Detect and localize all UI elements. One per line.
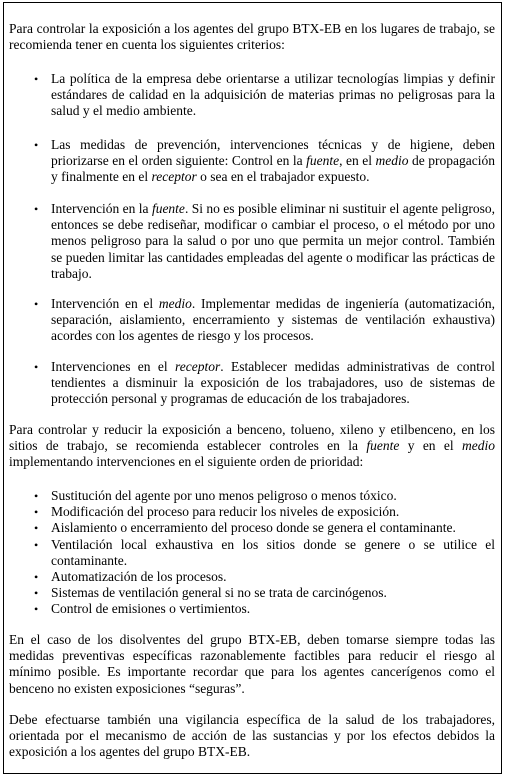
solvents-paragraph: En el caso de los disolventes del grupo BTX-EB, deben tomarse siempre todas las medidas preventivas específicas razonablemente factibles para reducir el riesgo al mínimo posible. Es importante recordar que para los agentes cancerígenos como el benceno no existen exposiciones “seguras”. — [9, 632, 495, 696]
bullet: • — [34, 602, 39, 617]
document-box — [3, 2, 502, 774]
criterion-receptor: Intervenciones en el receptor. Establecer medidas administrativas de control tendientes a disminuir la exposición de los trabajadores, uso de sistemas de protección personal y programas de educación de los trabajadores. — [51, 359, 496, 407]
list-item: • Aislamiento o encerramiento del proceso donde se genera el contaminante. — [34, 520, 456, 536]
bullet: • — [34, 360, 39, 374]
bullet: • — [34, 570, 39, 585]
criterion-source: Intervención en la fuente. Si no es posible eliminar ni sustituir el agente peligroso, entonces se debe rediseñar, modificar o cambiar el proceso, o el método por uno menos peligroso para la salud o por uno que permita un mejor control. También se pueden limitar las cantidades empleadas del agente o modificar las prácticas de trabajo. — [51, 201, 496, 281]
bullet: • — [34, 297, 39, 311]
criterion-priority-order: Las medidas de prevención, intervenciones técnicas y de higiene, deben priorizarse en el orden siguiente: Control en la fuente, en el medio de propagación y finalmente en el receptor o sea en el trabajador expuesto. — [51, 137, 495, 185]
surveillance-paragraph: Debe efectuarse también una vigilancia específica de la salud de los trabajadores, orientada por el mecanismo de acción de las sustancias y por los efectos debidos la exposición a los agentes del grupo BTX-EB. — [9, 712, 495, 760]
list-item: • Automatización de los procesos. — [34, 569, 227, 585]
bullet: • — [34, 489, 39, 503]
bullet: • — [34, 138, 39, 152]
bullet: • — [34, 505, 39, 520]
list-item: • Ventilación local exhaustiva en los sitios donde se genere o se utilice el contaminante. — [34, 536, 495, 568]
bullet: • — [34, 202, 39, 216]
list-item: • Sistemas de ventilación general si no se trata de carcinógenos. — [34, 585, 387, 601]
bullet: • — [34, 537, 39, 552]
bullet: • — [34, 521, 39, 536]
criterion-medium: Intervención en el medio. Implementar medidas de ingeniería (automatización, separación, aislamiento, encerramiento y sistemas de ventilación exhaustiva) acordes con los agentes de riesgo y los procesos. — [51, 296, 495, 344]
bullet: • — [34, 72, 39, 86]
intro-paragraph-2: Para controlar y reducir la exposición a benceno, tolueno, xileno y etilbenceno, en los sitios de trabajo, se recomienda establecer controles en la fuente y en el medio implementando intervenciones en el siguiente orden de prioridad: — [9, 422, 495, 470]
list-item: • Sustitución del agente por uno menos peligroso o menos tóxico. — [34, 488, 397, 503]
list-item: • Modificación del proceso para reducir los niveles de exposición. — [34, 504, 400, 520]
criterion-clean-tech: La política de la empresa debe orientarse a utilizar tecnologías limpias y definir estándares de calidad en la adquisición de materias primas no peligrosas para la salud y el medio ambiente. — [51, 71, 495, 119]
list-item: • Control de emisiones o vertimientos. — [34, 601, 251, 617]
bullet: • — [34, 586, 39, 601]
priority-list — [4, 488, 495, 618]
intro-paragraph: Para controlar la exposición a los agentes del grupo BTX-EB en los lugares de trabajo, se recomienda tener en cuenta los siguientes criterios: — [9, 21, 495, 53]
